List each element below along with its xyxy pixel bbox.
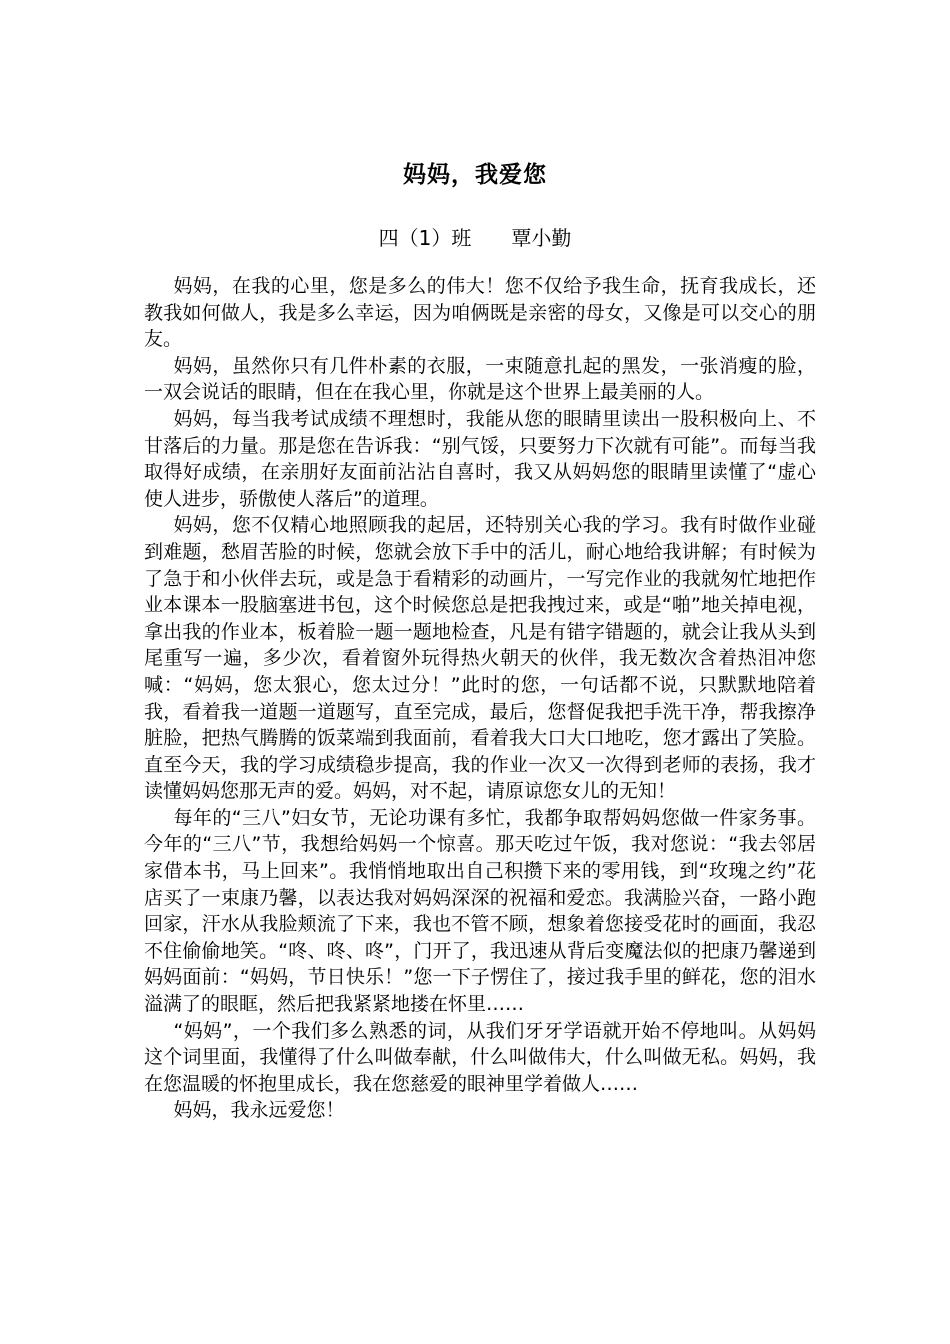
author-name: 覃小勤 — [511, 226, 572, 250]
paragraph-5: 每年的“三八”妇女节，无论功课有多忙，我都争取帮妈妈您做一件家务事。今年的“三八”节，我想给妈妈一个惊喜。那天吃过午饭，我对您说：“我去邻居家借本书，马上回来”。我悄悄地取出自己积攒下来的零用钱，到“玫瑰之约”花店买了一束康乃馨，以表达我对妈妈深深的祝福和爱恋。我满脸兴奋，一路小跑回家，汗水从我脸颊流了下来，我也不管不顾，想象着您接受花时的画面，我忍不住偷偷地笑。“咚、咚、咚”，门开了，我迅速从背后变魔法似的把康乃馨递到妈妈面前：“妈妈，节日快乐！”您一下子愣住了，接过我手里的鲜花，您的泪水溢满了的眼眶，然后把我紧紧地搂在怀里…… — [144, 806, 816, 1016]
paragraph-7: 妈妈，我永远爱您！ — [173, 1099, 345, 1122]
paragraph-6: “妈妈”，一个我们多么熟悉的词，从我们牙牙学语就开始不停地叫。从妈妈这个词里面，我懂得了什么叫做奉献，什么叫做伟大，什么叫做无私。妈妈，我在您温暖的怀抱里成长，我在您慈爱的眼神里学着做人…… — [144, 1019, 816, 1095]
paragraph-3: 妈妈，每当我考试成绩不理想时，我能从您的眼睛里读出一股积极向上、不甘落后的力量。那是您在告诉我：“别气馁，只要努力下次就有可能”。而每当我取得好成绩，在亲朋好友面前沾沾自喜时，我又从妈妈您的眼睛里读懂了“虚心使人进步，骄傲使人落后”的道理。 — [144, 407, 816, 510]
page-title: 妈妈，我爱您 — [403, 162, 547, 188]
paragraph-4: 妈妈，您不仅精心地照顾我的起居，还特别关心我的学习。我有时做作业碰到难题，愁眉苦脸的时候，您就会放下手中的活儿，耐心地给我讲解；有时候为了急于和小伙伴去玩，或是急于看精彩的动画片，一写完作业的我就匆忙地把作业本课本一股脑塞进书包，这个时候您总是把我拽过来，或是“啪”地关掉电视，拿出我的作业本，板着脸一题一题地检查，凡是有错字错题的，就会让我从头到尾重写一遍，多少次，看着窗外玩得热火朝天的伙伴，我无数次含着热泪冲您喊：“妈妈，您太狠心，您太过分！”此时的您，一句话都不说，只默默地陪着我，看着我一道题一道题写，直至完成，最后，您督促我把手洗干净，帮我擦净脏脸，把热气腾腾的饭菜端到我面前，看着我大口大口地吃，您才露出了笑脸。直至今天，我的学习成绩稳步提高，我的作业一次又一次得到老师的表扬，我才读懂妈妈您那无声的爱。妈妈，对不起，请原谅您女儿的无知！ — [144, 514, 816, 803]
class-label: 四（1）班 — [378, 226, 472, 250]
byline — [0, 223, 950, 253]
paragraph-1: 妈妈，在我的心里，您是多么的伟大！您不仅给予我生命，抚育我成长，还教我如何做人，我是多么幸运，因为咱俩既是亲密的母女，又像是可以交心的朋友。 — [144, 275, 816, 351]
essay-body — [144, 273, 816, 1124]
paragraph-2: 妈妈，虽然你只有几件朴素的衣服，一束随意扎起的黑发，一张消瘦的脸，一双会说话的眼睛，但在在我心里，你就是这个世界上最美丽的人。 — [144, 354, 816, 404]
